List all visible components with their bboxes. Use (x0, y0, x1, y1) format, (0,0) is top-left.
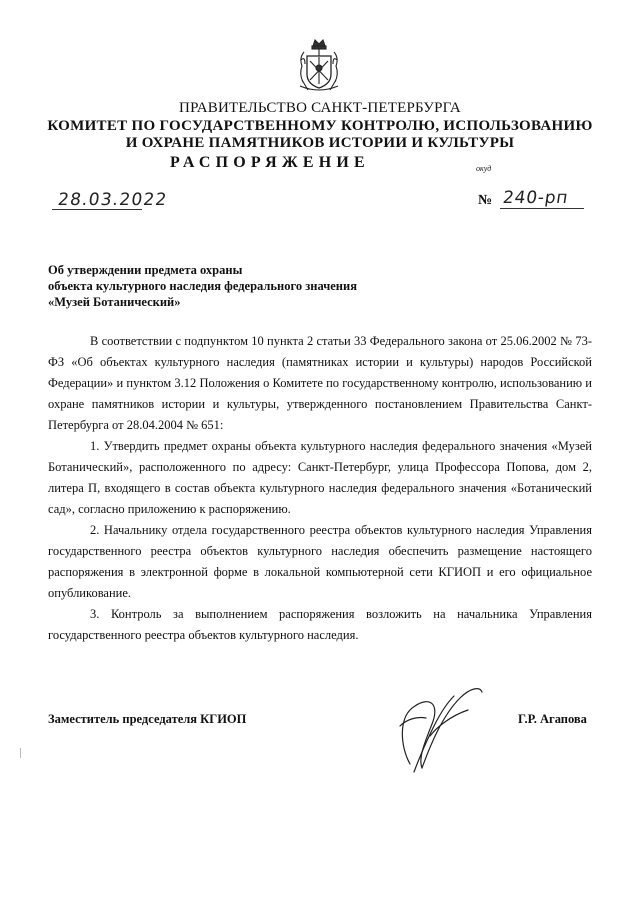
subject-line: объекта культурного наследия федерального значения (48, 279, 357, 293)
handwritten-signature (370, 676, 500, 776)
committee-title-line1: КОМИТЕТ ПО ГОСУДАРСТВЕННОМУ КОНТРОЛЮ, ИСПОЛЬЗОВАНИЮ (47, 118, 593, 134)
signer-name: Г.Р. Агапова (518, 712, 587, 726)
committee-title-line2: И ОХРАНЕ ПАМЯТНИКОВ ИСТОРИИ И КУЛЬТУРЫ (125, 135, 515, 151)
government-title: ПРАВИТЕЛЬСТВО САНКТ-ПЕТЕРБУРГА (179, 100, 461, 116)
okud-label: окуд (476, 164, 492, 173)
clause-1-paragraph: 1. Утвердить предмет охраны объекта культурного наследия федерального значения «Музей Ботанический», расположенного по адресу: Санкт-Петербург, улица Профессора Попова, дом 2, литера П, входящего в состав объекта культурного наследия федерального значения «Ботанический сад», согласно приложению к распоряжению. (48, 439, 592, 516)
signer-position: Заместитель председателя КГИОП (48, 712, 247, 726)
coat-of-arms-icon (296, 36, 342, 94)
clause-2-paragraph: 2. Начальнику отдела государственного реестра объектов культурного наследия Управления государственного реестра объектов культурного наследия обеспечить размещение настоящего распоряжения в электронной форме в локальной компьютерной сети КГИОП и его официальное опубликование. (48, 523, 592, 600)
subject-line: Об утверждении предмета охраны (48, 263, 243, 277)
scan-mark (20, 748, 21, 758)
document-date: 28.03.2022 (56, 190, 169, 210)
number-sign: № (478, 193, 493, 208)
document-body (48, 331, 592, 646)
document-number: 240-рп (501, 188, 570, 208)
preamble-paragraph: В соответствии с подпунктом 10 пункта 2 статьи 33 Федерального закона от 25.06.2002 № 73-ФЗ «Об объектах культурного наследия (памятниках истории и культуры) народов Российской Федерации» и пунктом 3.12 Положения о Комитете по государственному контролю, использованию и охране памятников истории и культуры, утвержденного постановлением Правительства Санкт-Петербурга от 28.04.2004 № 651: (48, 334, 592, 432)
subject-line: «Музей Ботанический» (48, 295, 181, 309)
document-type: РАСПОРЯЖЕНИЕ (170, 154, 370, 171)
number-underline (500, 208, 584, 209)
document-subject (48, 262, 357, 310)
date-underline (52, 209, 142, 210)
clause-3-paragraph: 3. Контроль за выполнением распоряжения возложить на начальника Управления государственного реестра объектов культурного наследия. (48, 607, 592, 642)
